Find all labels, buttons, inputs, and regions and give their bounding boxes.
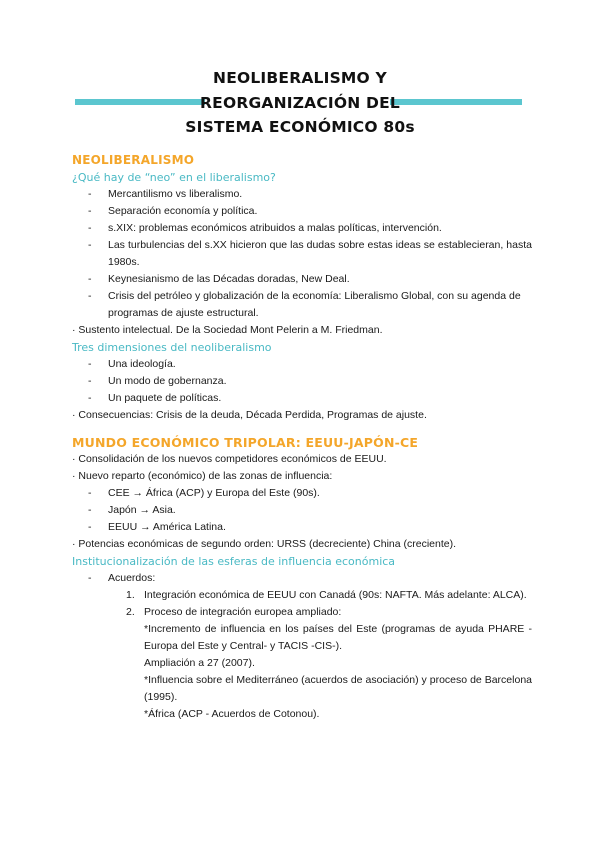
document-body — [72, 152, 532, 723]
subheading-dimensions: Tres dimensiones del neoliberalismo — [72, 341, 272, 354]
item-number: 2. — [126, 606, 135, 618]
list-item: - Japón → Asia. — [72, 502, 532, 519]
dimensions-list — [72, 356, 532, 407]
page-title-line-2: REORGANIZACIÓN DEL — [200, 94, 400, 112]
list-item: - CEE → África (ACP) y Europa del Este (90s). — [72, 485, 532, 502]
subheading-institucionalizacion: Institucionalización de las esferas de influencia económica — [72, 555, 396, 568]
item-text: Integración económica de EEUU con Canadá (90s: NAFTA. Más adelante: ALCA). — [144, 589, 527, 601]
list-item: - Un modo de gobernanza. — [72, 373, 532, 390]
list-item: - Una ideología. — [72, 356, 532, 373]
section-heading-tripolar: MUNDO ECONÓMICO TRIPOLAR: EEUU-JAPÓN-CE — [72, 435, 419, 450]
numbered-list — [72, 587, 532, 621]
list-item: - Acuerdos: — [72, 570, 532, 587]
neoliberalismo-list — [72, 186, 532, 322]
list-item: - Keynesianismo de las Décadas doradas, New Deal. — [72, 271, 532, 288]
list-item: - Crisis del petróleo y globalización de la economía: Liberalismo Global, con su agenda de programas de ajuste estructural. — [72, 288, 532, 322]
sub-line: *Influencia sobre el Mediterráneo (acuerdos de asociación) y proceso de Barcelona (1995). — [144, 674, 532, 703]
numbered-item — [72, 587, 532, 604]
list-item: - Mercantilismo vs liberalismo. — [72, 186, 532, 203]
sustento-line: · Sustento intelectual. De la Sociedad Mont Pelerin a M. Friedman. — [72, 324, 383, 336]
list-item: - Las turbulencias del s.XX hicieron que las dudas sobre estas ideas se establecieran, hasta 1980s. — [72, 237, 532, 271]
numbered-item — [72, 604, 532, 621]
consolidacion-line: · Consolidación de los nuevos competidores económicos de EEUU. — [72, 453, 387, 465]
list-item: - Un paquete de políticas. — [72, 390, 532, 407]
consecuencias-line: · Consecuencias: Crisis de la deuda, Década Perdida, Programas de ajuste. — [72, 409, 427, 421]
list-item: - Separación economía y política. — [72, 203, 532, 220]
list-item: - EEUU → América Latina. — [72, 519, 532, 536]
sub-line: *África (ACP - Acuerdos de Cotonou). — [144, 708, 320, 720]
acuerdos-list — [72, 570, 532, 587]
page-title-line-3: SISTEMA ECONÓMICO 80s — [185, 118, 415, 136]
subheading-question: ¿Qué hay de “neo” en el liberalismo? — [72, 171, 276, 184]
item-number: 1. — [126, 589, 135, 601]
reparto-line: · Nuevo reparto (económico) de las zonas de influencia: — [72, 470, 333, 482]
page-title-line-1: NEOLIBERALISMO Y — [213, 69, 387, 87]
item-text: Proceso de integración europea ampliado: — [144, 606, 342, 618]
list-item: - s.XIX: problemas económicos atribuidos a malas políticas, intervención. — [72, 220, 532, 237]
section-heading-neoliberalismo: NEOLIBERALISMO — [72, 153, 195, 167]
sub-line: Ampliación a 27 (2007). — [144, 657, 255, 669]
sub-line: *Incremento de influencia en los países del Este (programas de ayuda PHARE - Europa del Este y Central- y TACIS -CIS-). — [144, 623, 532, 652]
zones-list — [72, 485, 532, 536]
potencias-line: · Potencias económicas de segundo orden: URSS (decreciente) China (creciente). — [72, 538, 457, 550]
